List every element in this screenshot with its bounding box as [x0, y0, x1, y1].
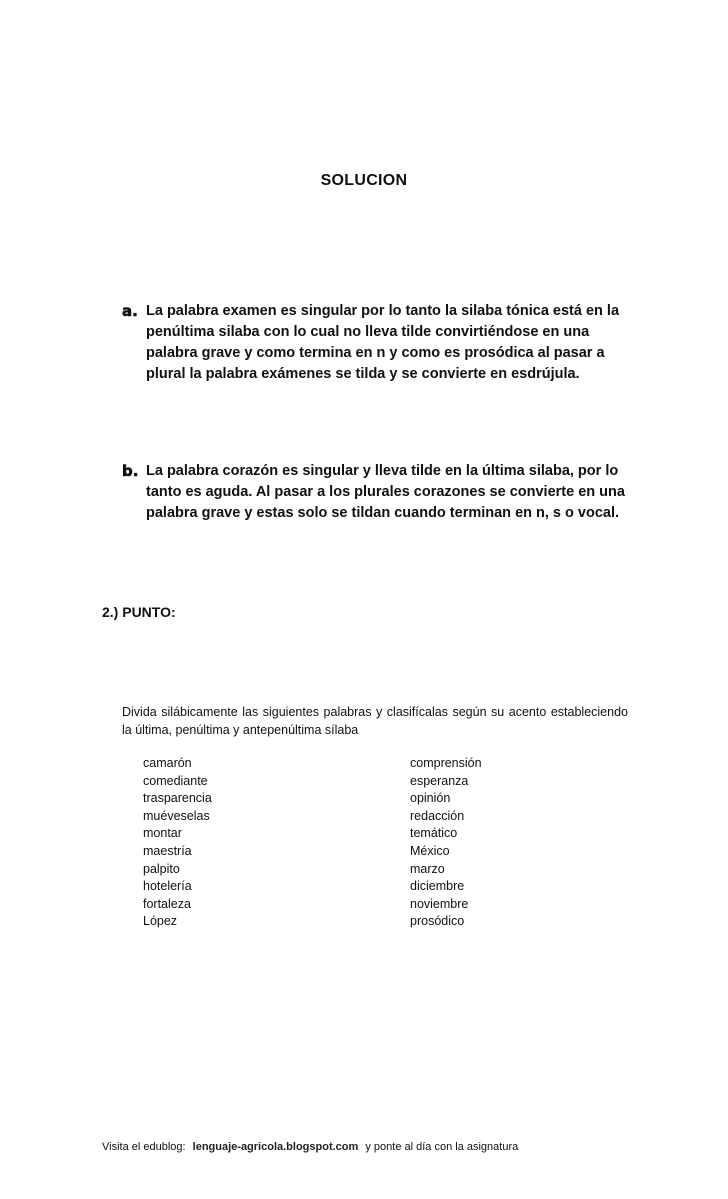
list-item: fortaleza — [143, 896, 191, 911]
list-item: comprensión — [410, 756, 482, 770]
item-b-marker: b. — [122, 462, 139, 480]
list-item: trasparencia — [143, 791, 212, 806]
list-item: palpito — [143, 861, 180, 876]
list-item: muéveselas — [143, 808, 210, 823]
list-item: camarón — [143, 756, 192, 770]
footer-prefix: Visita el edublog: — [102, 1141, 186, 1153]
solution-item-a — [122, 301, 632, 385]
item-b-text: La palabra corazón es singular y lleva tilde en la última silaba, por lo tanto es aguda. Al pasar a los plurales corazones se convierte en una palabra grave y estas solo se tildan cuando terminan en n, s o vocal. — [146, 463, 625, 521]
list-item: hotelería — [143, 879, 192, 894]
solution-item-b — [122, 461, 632, 524]
list-item: marzo — [410, 861, 445, 876]
list-item: comediante — [143, 773, 208, 788]
word-list-right — [410, 755, 482, 931]
blog-link[interactable]: lenguaje-agricola.blogspot.com — [192, 1141, 359, 1153]
list-item: esperanza — [410, 773, 469, 788]
page-footer — [102, 1141, 518, 1153]
list-item: redacción — [410, 808, 465, 823]
list-item: López — [143, 914, 178, 929]
list-item: maestría — [143, 843, 192, 858]
list-item: opinión — [410, 791, 451, 806]
section-2-heading: 2.) PUNTO: — [102, 604, 176, 620]
list-item: temático — [410, 826, 458, 841]
item-a-text: La palabra examen es singular por lo tanto la silaba tónica está en la penúltima silaba con lo cual no lleva tilde convirtiéndose en una palabra grave y como termina en n y como es prosódica al pasar a plural la palabra exámenes se tilda y se convierte en esdrújula. — [146, 303, 620, 382]
list-item: prosódico — [410, 914, 465, 929]
page-title: SOLUCION — [320, 172, 408, 189]
footer-suffix: y ponte al día con la asignatura — [365, 1141, 519, 1153]
list-item: México — [410, 843, 450, 858]
word-list-left — [143, 755, 212, 931]
item-a-marker: a. — [122, 302, 138, 320]
list-item: noviembre — [410, 896, 469, 911]
section-2-instructions: Divida silábicamente las siguientes palabras y clasifícalas según su acento estableciendo la última, penúltima y antepenúltima sílaba — [122, 705, 628, 737]
list-item: diciembre — [410, 879, 465, 894]
list-item: montar — [143, 826, 182, 841]
